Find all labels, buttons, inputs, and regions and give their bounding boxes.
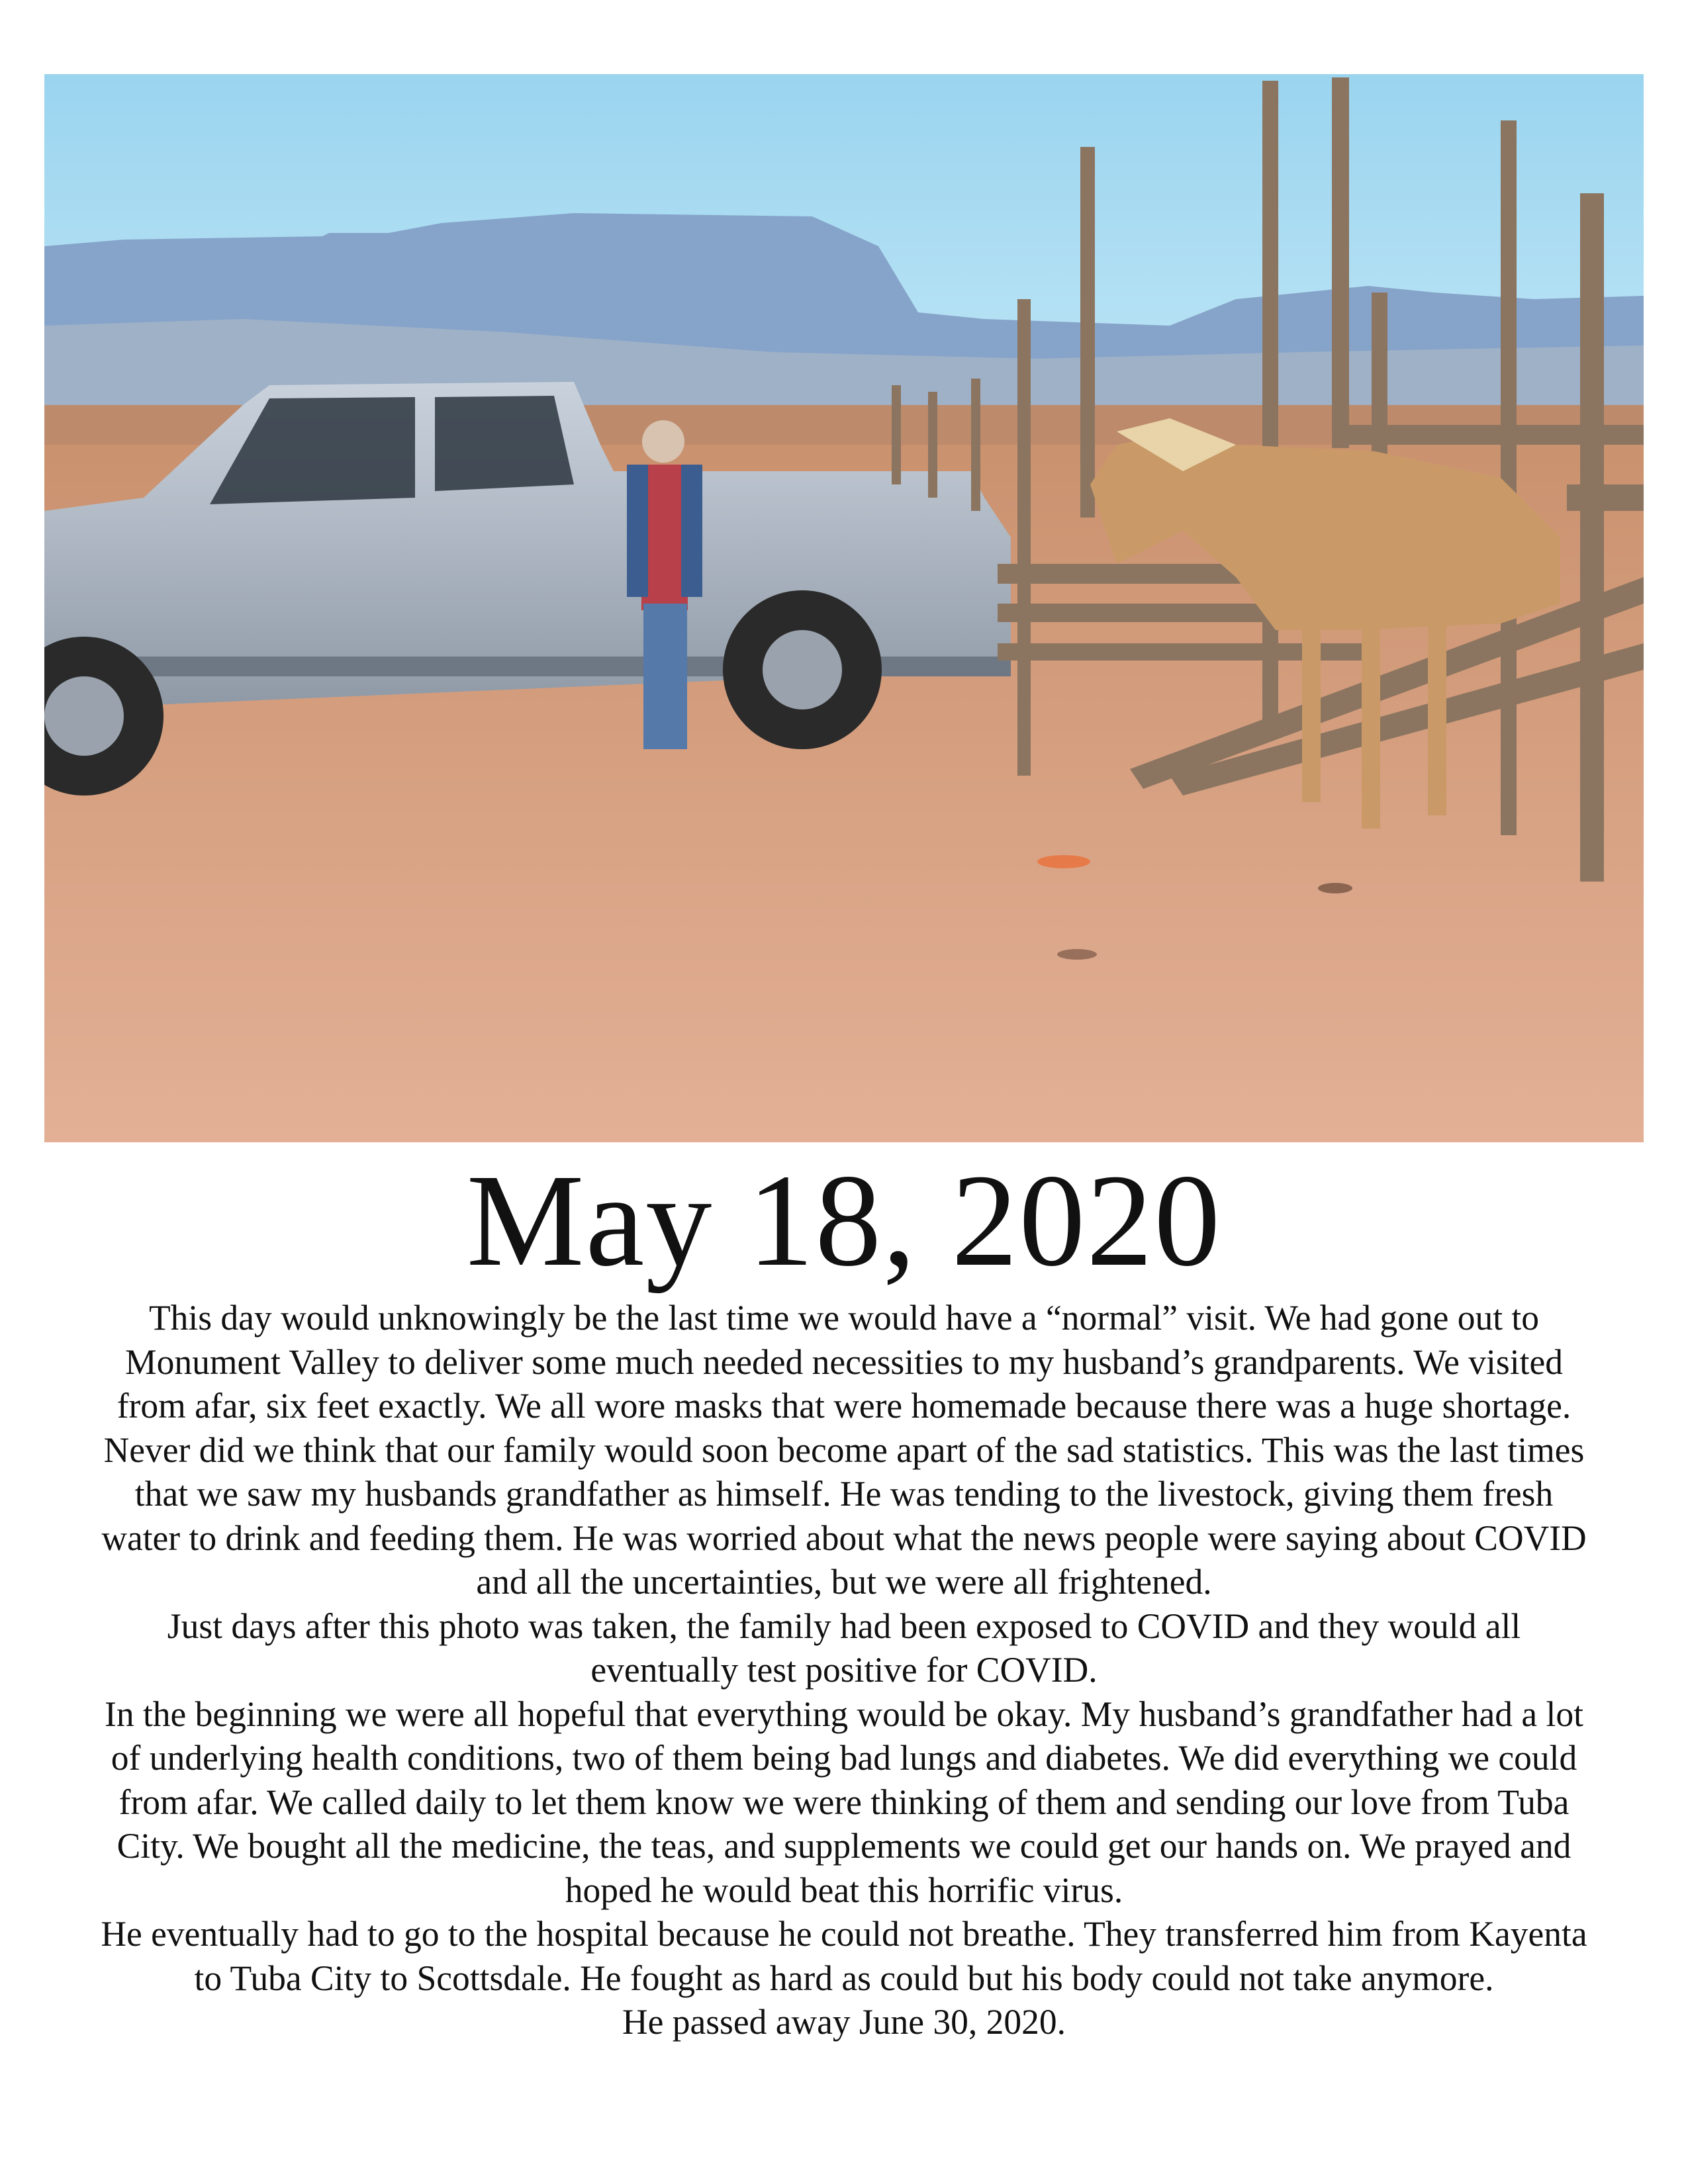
paragraph: He passed away June 30, 2020. — [622, 2002, 1066, 2042]
photo — [44, 74, 1644, 1142]
paragraph: Never did we think that our family would soon become apart of the sad statistics. This was the last times that we saw my husbands grandfather as himself. He was tending to the livestock, giving them fresh water to drink and feeding them. He was worried about what the news people were saying about COVID and all the uncertainties, but we were all frightened. — [101, 1430, 1587, 1602]
paragraph: This day would unknowingly be the last time we would have a “normal” visit. We had gone out to Monument Valley to deliver some much needed necessities to my husband’s grandparents. We visited from afar, six feet exactly. We all wore masks that were homemade because there was a huge shortage. — [117, 1298, 1571, 1426]
paragraph: In the beginning we were all hopeful that everything would be okay. My husband’s grandfather had a lot of underlying health conditions, two of them being bad lungs and diabetes. We did everything we could from afar. We called daily to let them know we were thinking of them and sending our love from Tuba City. We bought all the medicine, the teas, and supplements we could get our hands on. We prayed and hoped he would beat this horrific virus. — [105, 1694, 1583, 1910]
story-text — [99, 1296, 1589, 2044]
paragraph: He eventually had to go to the hospital because he could not breathe. They transferred him from Kayenta to Tuba City to Scottsdale. He fought as hard as could but his body could not take anymore. — [101, 1914, 1587, 1998]
paragraph: Just days after this photo was taken, the family had been exposed to COVID and they would all eventually test positive for COVID. — [167, 1606, 1521, 1690]
photo-illustration — [44, 74, 1644, 1142]
page-title: May 18, 2020 — [466, 1148, 1222, 1294]
